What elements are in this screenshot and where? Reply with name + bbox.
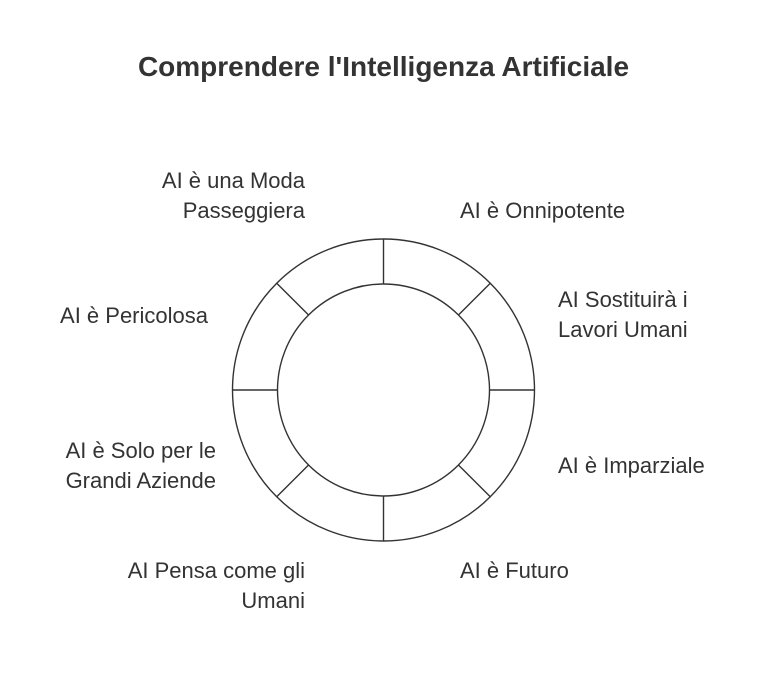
segment-label-pensa-come-umani: AI Pensa come gli Umani: [127, 558, 305, 613]
diagram-title: Comprendere l'Intelligenza Artificiale: [137, 51, 630, 82]
ring-inner-circle: [278, 284, 490, 496]
ring-divider-line: [458, 283, 490, 315]
ring-divider-line: [458, 465, 490, 497]
segment-label-futuro: AI è Futuro: [460, 558, 569, 583]
segment-label-grandi-aziende: AI è Solo per le Grandi Aziende: [65, 438, 216, 493]
ring-divider-line: [277, 283, 309, 315]
segment-label-imparziale: AI è Imparziale: [558, 453, 705, 478]
segment-label-pericolosa: AI è Pericolosa: [60, 303, 208, 328]
ring-divider-line: [277, 465, 309, 497]
segment-label-sostituira-lavori: AI Sostituirà i Lavori Umani: [558, 287, 688, 342]
segment-label-onnipotente: AI è Onnipotente: [460, 198, 626, 223]
segment-label-moda-passeggiera: AI è una Moda Passeggiera: [161, 168, 305, 223]
